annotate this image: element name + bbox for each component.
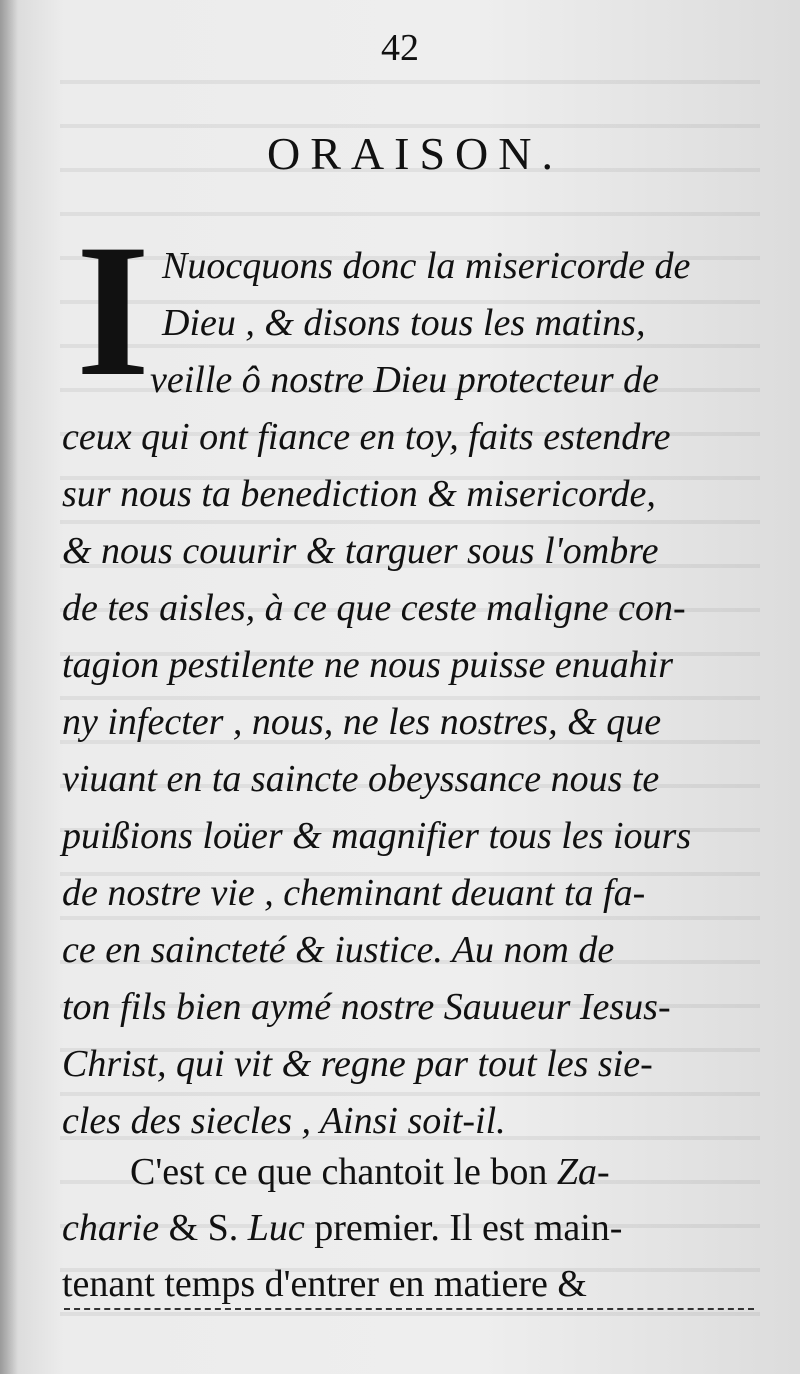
body-text-run: C'est ce que chantoit le bon <box>130 1151 557 1193</box>
body-line <box>62 1200 622 1256</box>
prayer-line: veille ô nostre Dieu protecteur de <box>150 359 659 401</box>
prayer-line: ny infecter , nous, ne les nostres, & que <box>62 701 662 743</box>
prayer-line: de tes aisles, à ce que ceste maligne con- <box>62 587 686 629</box>
prayer-line: Nuocquons donc la misericorde de <box>162 245 691 287</box>
prayer-line: de nostre vie , cheminant deuant ta fa- <box>62 872 646 914</box>
body-line <box>130 1144 610 1200</box>
prayer-line: sur nous ta benediction & misericorde, <box>62 473 656 515</box>
prayer-line: puißions loüer & magnifier tous les iours <box>62 815 692 857</box>
body-line <box>62 1256 587 1312</box>
page-number: 42 <box>381 27 419 69</box>
body-text-run: premier. Il est main- <box>304 1207 623 1249</box>
prayer-line: ton fils bien aymé nostre Sauueur Iesus- <box>62 986 671 1028</box>
prayer-line: cles des siecles , Ainsi soit-il. <box>62 1100 506 1142</box>
page-edge-shadow <box>0 0 18 1374</box>
prayer-line: ceux qui ont fiance en toy, faits estendre <box>62 416 671 458</box>
body-text-run: & S. <box>159 1207 248 1249</box>
body-text-italic: Za- <box>556 1151 610 1193</box>
prayer-line: ce en saincteté & iustice. Au nom de <box>62 929 615 971</box>
prayer-line: Dieu , & disons tous les matins, <box>162 302 646 344</box>
body-text-italic: Luc <box>247 1207 305 1249</box>
body-text-run: tenant temps d'entrer en matiere & <box>62 1263 587 1305</box>
body-text-italic: charie <box>62 1207 160 1249</box>
prayer-line: viuant en ta saincte obeyssance nous te <box>62 758 660 800</box>
prayer-line: & nous couurir & targuer sous l'ombre <box>62 530 659 572</box>
prayer-line: tagion pestilente ne nous puisse enuahir <box>62 644 674 686</box>
page-bottom-rule <box>64 1308 754 1310</box>
section-title: ORAISON. <box>267 128 563 179</box>
prayer-line: Christ, qui vit & regne par tout les sie- <box>62 1043 653 1085</box>
drop-cap: I <box>76 206 150 416</box>
